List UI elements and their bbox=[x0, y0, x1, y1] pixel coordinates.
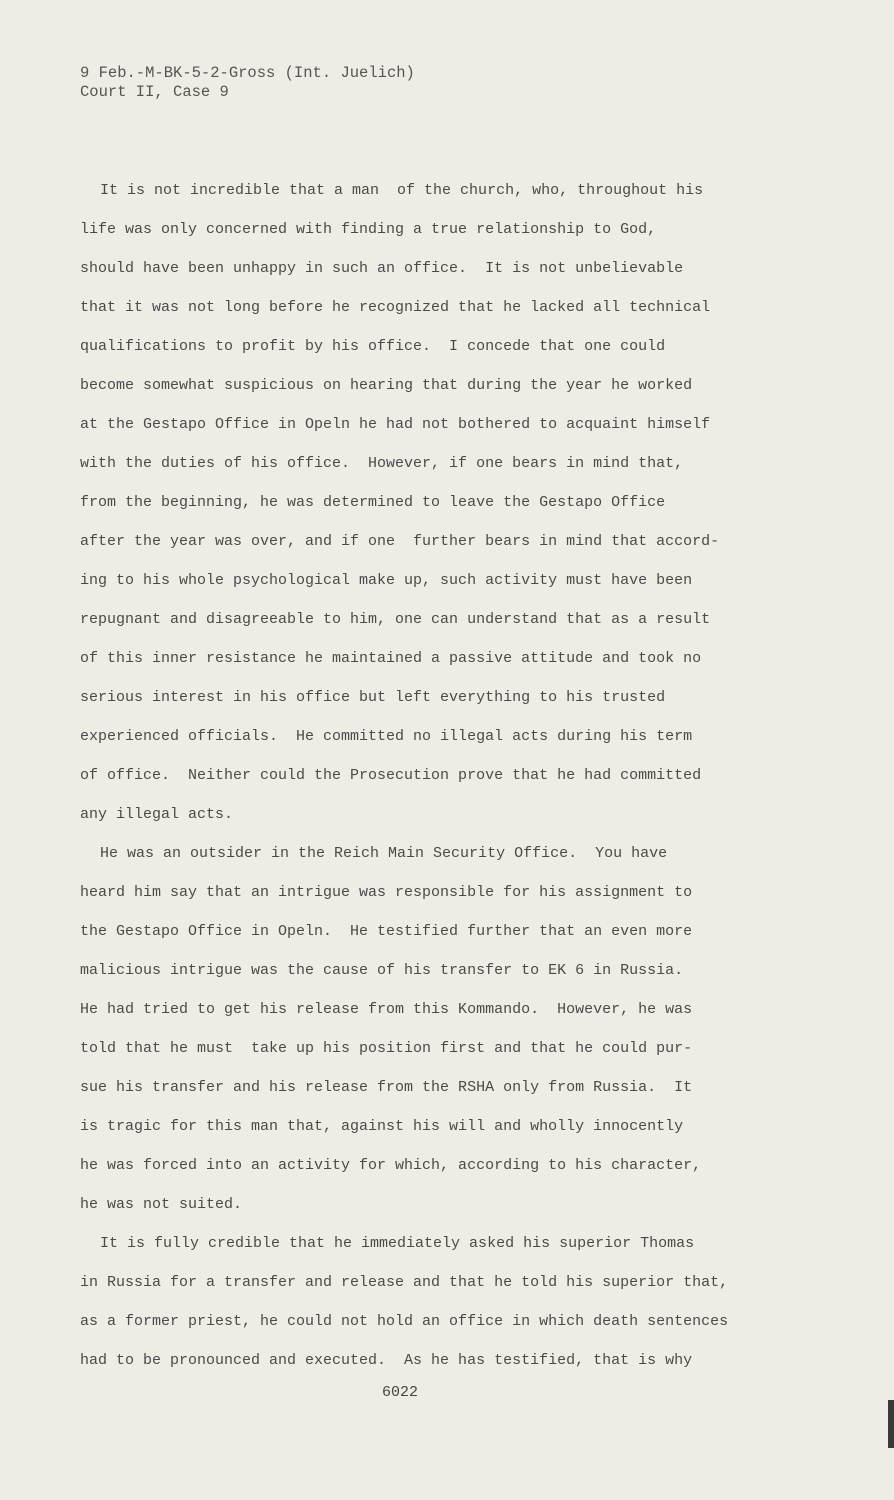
text-line: with the duties of his office. However, if one bears in mind that, bbox=[80, 455, 684, 472]
text-line: become somewhat suspicious on hearing that during the year he worked bbox=[80, 377, 693, 394]
text-line: It is not incredible that a man of the church, who, throughout his bbox=[100, 182, 704, 199]
text-line: should have been unhappy in such an office. It is not unbelievable bbox=[80, 260, 684, 277]
text-line: is tragic for this man that, against his will and wholly innocently bbox=[80, 1118, 684, 1135]
text-line: ing to his whole psychological make up, such activity must have been bbox=[80, 572, 693, 589]
text-line: that it was not long before he recognized that he lacked all technical bbox=[80, 299, 711, 316]
page-number: 6022 bbox=[382, 1384, 419, 1401]
text-line: he was not suited. bbox=[80, 1196, 243, 1213]
text-line: life was only concerned with finding a true relationship to God, bbox=[80, 221, 657, 238]
text-line: from the beginning, he was determined to leave the Gestapo Office bbox=[80, 494, 666, 511]
text-line: at the Gestapo Office in Opeln he had not bothered to acquaint himself bbox=[80, 416, 711, 433]
text-line: told that he must take up his position first and that he could pur- bbox=[80, 1040, 693, 1057]
header-line-2: Court II, Case 9 bbox=[80, 83, 229, 101]
text-line: had to be pronounced and executed. As he has testified, that is why bbox=[80, 1352, 693, 1369]
text-line: repugnant and disagreeable to him, one can understand that as a result bbox=[80, 611, 711, 628]
header-line-1: 9 Feb.-M-BK-5-2-Gross (Int. Juelich) bbox=[80, 64, 415, 82]
text-line: serious interest in his office but left everything to his trusted bbox=[80, 689, 666, 706]
text-line: experienced officials. He committed no illegal acts during his term bbox=[80, 728, 693, 745]
document-header bbox=[80, 64, 415, 102]
body-text bbox=[80, 180, 780, 1389]
text-line: he was forced into an activity for which, according to his character, bbox=[80, 1157, 702, 1174]
text-line: malicious intrigue was the cause of his transfer to EK 6 in Russia. bbox=[80, 962, 684, 979]
text-line: He had tried to get his release from this Kommando. However, he was bbox=[80, 1001, 693, 1018]
text-line: after the year was over, and if one further bears in mind that accord- bbox=[80, 533, 720, 550]
text-line: in Russia for a transfer and release and that he told his superior that, bbox=[80, 1274, 729, 1291]
text-line: It is fully credible that he immediately asked his superior Thomas bbox=[100, 1235, 695, 1252]
text-line: of office. Neither could the Prosecution prove that he had committed bbox=[80, 767, 702, 784]
text-line: He was an outsider in the Reich Main Security Office. You have bbox=[100, 845, 668, 862]
text-line: of this inner resistance he maintained a passive attitude and took no bbox=[80, 650, 702, 667]
text-line: as a former priest, he could not hold an office in which death sentences bbox=[80, 1313, 729, 1330]
text-line: the Gestapo Office in Opeln. He testified further that an even more bbox=[80, 923, 693, 940]
text-line: qualifications to profit by his office. I concede that one could bbox=[80, 338, 666, 355]
text-line: heard him say that an intrigue was responsible for his assignment to bbox=[80, 884, 693, 901]
binding-edge-mark bbox=[888, 1400, 894, 1448]
text-line: any illegal acts. bbox=[80, 806, 234, 823]
text-line: sue his transfer and his release from the RSHA only from Russia. It bbox=[80, 1079, 693, 1096]
